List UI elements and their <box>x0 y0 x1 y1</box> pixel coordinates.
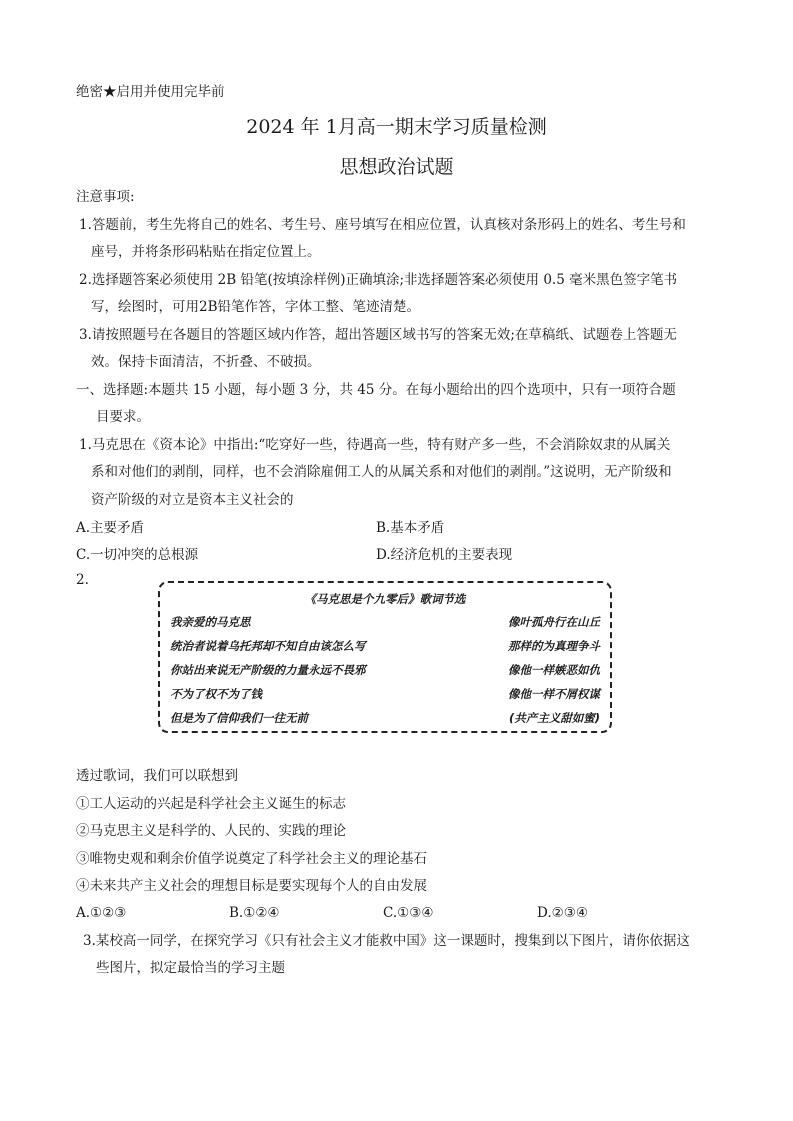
lyric-right-4: 像他一样不屑权谋 <box>508 687 600 701</box>
q2-option-a: A.①②③ <box>76 905 127 921</box>
q1-stem-line-2: 系和对他们的剥削，同样，也不会消除雇佣工人的从属关系和对他们的剥削。”这说明，无产阶级和 <box>91 464 672 480</box>
q2-option-b: B.①②④ <box>229 905 280 921</box>
q2-option-d: D.②③④ <box>537 905 588 921</box>
lyric-right-1: 像叶孤舟行在山丘 <box>508 615 600 629</box>
q3-stem-line-1: 3.某校高一同学，在探究学习《只有社会主义才能救中国》这一课题时，搜集到以下图片，请你依据这 <box>83 933 690 949</box>
q1-option-d: D.经济危机的主要表现 <box>376 547 513 563</box>
q2-stem: 透过歌词，我们可以联想到 <box>76 768 238 784</box>
confidential-mark: 绝密★启用并使用完毕前 <box>76 84 225 100</box>
q1-option-a: A.主要矛盾 <box>76 520 145 536</box>
note-3-line-2: 效。保持卡面清洁，不折叠、不破损。 <box>91 354 321 370</box>
q2-option-c: C.①③④ <box>383 905 434 921</box>
note-3-line-1: 3.请按照题号在各题目的答题区域内作答，超出答题区域书写的答案无效;在草稿纸、试题卷上答题无 <box>79 327 677 343</box>
q1-option-c: C.一切冲突的总根源 <box>76 547 199 563</box>
notes-heading: 注意事项: <box>76 189 135 205</box>
lyric-right-3: 像他一样嫉恶如仇 <box>508 663 600 677</box>
note-2-line-2: 写，绘图时，可用2B铅笔作答，字体工整、笔迹清楚。 <box>91 299 421 315</box>
q1-stem-line-3: 资产阶级的对立是资本主义社会的 <box>91 492 294 508</box>
exam-subject: 思想政治试题 <box>339 156 454 178</box>
lyric-left-4: 不为了权不为了钱 <box>170 687 262 701</box>
section-1-heading: 一、选择题:本题共 15 小题，每小题 3 分，共 45 分。在每小题给出的四个选项中，只有一项符合题 <box>76 382 676 398</box>
q1-stem-line-1: 1.马克思在《资本论》中指出:“吃穿好一些，待遇高一些，特有财产多一些，不会消除奴隶的从属关 <box>79 437 671 453</box>
exam-title: 2024 年 1月高一期末学习质量检测 <box>246 116 547 138</box>
note-2-line-1: 2.选择题答案必须使用 2B 铅笔(按填涂样例)正确填涂;非选择题答案必须使用 0.5 毫米黑色签字笔书 <box>79 272 678 288</box>
lyrics-title: 《马克思是个九零后》歌词节选 <box>304 592 466 606</box>
note-1-line-2: 座号，并将条形码粘贴在指定位置上。 <box>91 244 321 260</box>
lyric-left-5: 但是为了信仰我们一往无前 <box>170 711 308 725</box>
q2-statement-2: ②马克思主义是科学的、人民的、实践的理论 <box>76 823 346 839</box>
lyrics-box <box>158 581 612 733</box>
lyric-right-5: (共产主义甜如蜜) <box>508 711 600 725</box>
q3-stem-line-2: 些图片，拟定最恰当的学习主题 <box>96 960 285 976</box>
q2-statement-4: ④未来共产主义社会的理想目标是要实现每个人的自由发展 <box>76 878 427 894</box>
lyric-right-2: 那样的为真理争斗 <box>508 639 600 653</box>
q2-statement-3: ③唯物史观和剩余价值学说奠定了科学社会主义的理论基石 <box>76 851 427 867</box>
lyric-left-2: 统治者说着乌托邦却不知自由该怎么写 <box>170 639 366 653</box>
note-1-line-1: 1.答题前，考生先将自己的姓名、考生号、座号填写在相应位置，认真核对条形码上的姓名、考生号和 <box>79 217 686 233</box>
lyric-left-3: 你站出来说无产阶级的力量永远不畏邪 <box>170 663 366 677</box>
q2-number: 2. <box>76 572 89 588</box>
q2-statement-1: ①工人运动的兴起是科学社会主义诞生的标志 <box>76 796 346 812</box>
q1-option-b: B.基本矛盾 <box>376 520 445 536</box>
lyric-left-1: 我亲爱的马克思 <box>170 615 251 629</box>
section-1-heading-cont: 目要求。 <box>96 409 150 425</box>
